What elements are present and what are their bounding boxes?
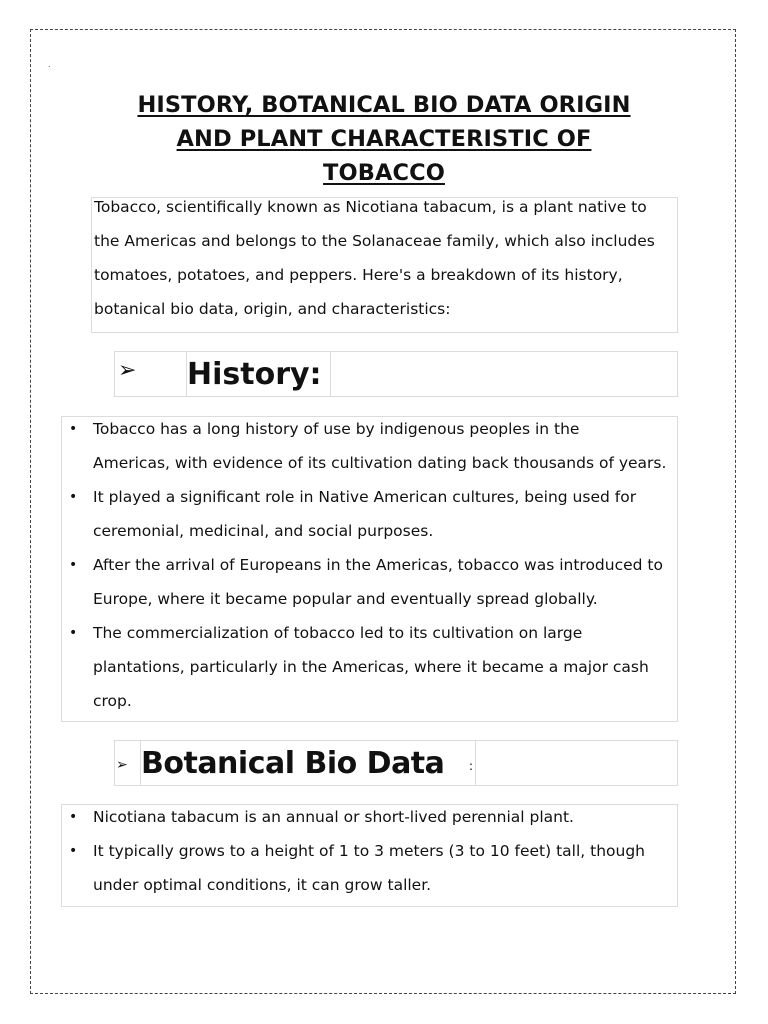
history-heading-row: [114, 351, 678, 397]
intro-line: botanical bio data, origin, and characteristics:: [94, 300, 451, 318]
botanical-heading-row: [114, 740, 678, 786]
bullet-icon: •: [69, 421, 78, 437]
list-item: • It played a significant role in Native American cultures, being used for ceremonial, medicinal, and social purposes.: [62, 480, 677, 548]
botanical-list: [61, 804, 678, 907]
arrow-bullet-icon: ➢: [116, 757, 128, 773]
bullet-icon: •: [69, 843, 78, 859]
title-line-3: TOBACCO: [323, 160, 445, 186]
bullet-icon: •: [69, 809, 78, 825]
list-item: • After the arrival of Europeans in the Americas, tobacco was introduced to Europe, where it became popular and eventually spread globally.: [62, 548, 677, 616]
list-item: • Nicotiana tabacum is an annual or short-lived perennial plant.: [62, 800, 677, 834]
document-title: [60, 88, 708, 190]
heading-colon: :: [469, 759, 474, 773]
stray-dot: .: [48, 60, 51, 69]
intro-line: the Americas and belongs to the Solanaceae family, which also includes: [94, 232, 655, 250]
history-list: [61, 416, 678, 722]
list-item: • Tobacco has a long history of use by indigenous peoples in the Americas, with evidence of its cultivation dating back thousands of years.: [62, 412, 677, 480]
list-item: • It typically grows to a height of 1 to 3 meters (3 to 10 feet) tall, though under optimal conditions, it can grow taller.: [62, 834, 677, 902]
intro-line: Tobacco, scientifically known as Nicotiana tabacum, is a plant native to: [94, 198, 647, 216]
section-heading-history: History:: [187, 357, 322, 392]
bullet-icon: •: [69, 557, 78, 573]
title-line-2: AND PLANT CHARACTERISTIC OF: [176, 126, 592, 152]
title-line-1: HISTORY, BOTANICAL BIO DATA ORIGIN: [137, 92, 631, 118]
arrow-bullet-icon: ➢: [118, 358, 137, 383]
bullet-icon: •: [69, 625, 78, 641]
bullet-icon: •: [69, 489, 78, 505]
list-item: • The commercialization of tobacco led to its cultivation on large plantations, particularly in the Americas, where it became a major cash crop.: [62, 616, 677, 718]
intro-paragraph: [91, 197, 678, 333]
intro-line: tomatoes, potatoes, and peppers. Here's a breakdown of its history,: [94, 266, 623, 284]
section-heading-botanical: Botanical Bio Data: [141, 746, 445, 781]
